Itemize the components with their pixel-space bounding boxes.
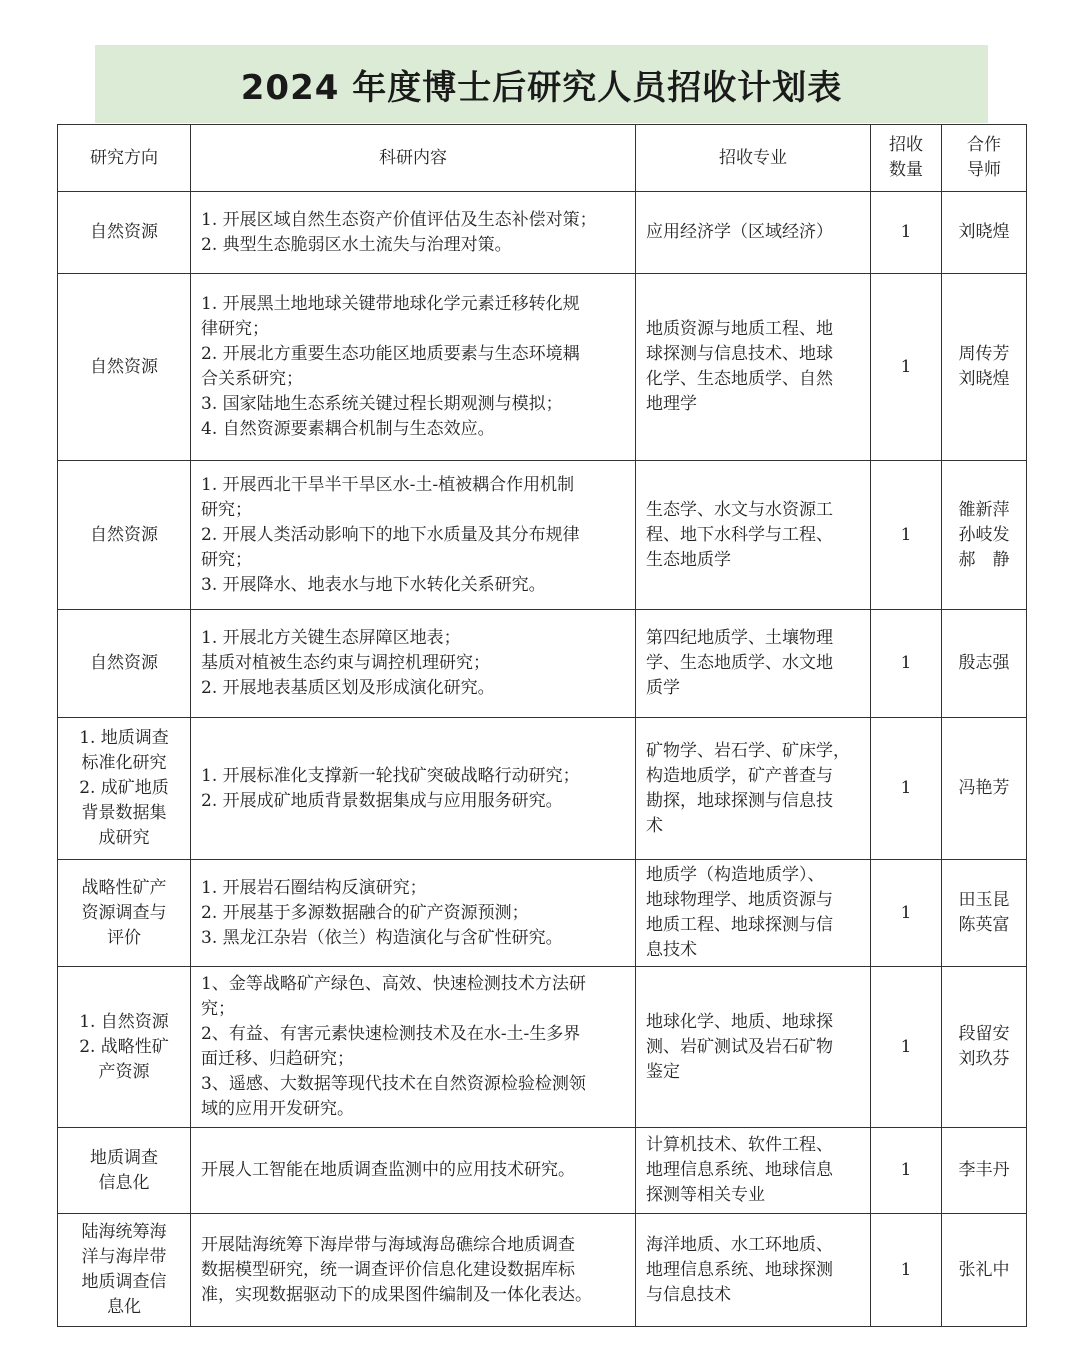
table-body	[58, 192, 1027, 1327]
direction-cell-line: 信息化	[98, 1172, 150, 1193]
quota-cell: 1	[871, 718, 942, 860]
direction-cell-line: 自然资源	[90, 356, 158, 377]
content-cell-line: 开展陆海统筹下海岸带与海域海岛礁综合地质调查	[201, 1234, 575, 1255]
major-cell-line: 质学	[646, 678, 680, 698]
content-cell-line: 1、金等战略矿产绿色、高效、快速检测技术方法研	[201, 974, 586, 994]
advisor-cell-line: 田玉昆	[958, 890, 1010, 910]
direction-cell-line: 陆海统筹海	[81, 1222, 167, 1242]
quota-cell: 1	[871, 192, 942, 274]
advisor-cell	[942, 860, 1027, 967]
advisor-cell-line: 段留安	[958, 1024, 1010, 1044]
table-row	[58, 967, 1027, 1128]
content-cell-line: 2. 典型生态脆弱区水土流失与治理对策。	[201, 234, 512, 255]
content-cell	[191, 192, 636, 274]
content-cell-line: 数据模型研究，统一调查评价信息化建设数据库标	[201, 1259, 575, 1280]
major-cell	[636, 860, 871, 967]
content-cell-line: 域的应用开发研究。	[201, 1099, 354, 1119]
content-cell-line: 面迁移、归趋研究；	[201, 1049, 354, 1069]
major-cell-line: 地理学	[646, 394, 697, 414]
advisor-cell-line: 张礼中	[958, 1259, 1010, 1280]
content-cell-line: 3. 国家陆地生态系统关键过程长期观测与模拟；	[201, 394, 563, 414]
header-content: 科研内容	[191, 125, 636, 192]
direction-cell-line: 标准化研究	[81, 753, 167, 773]
recruitment-plan-table	[57, 124, 1027, 1327]
advisor-cell	[942, 1214, 1027, 1327]
quota-cell: 1	[871, 860, 942, 967]
major-cell-line: 程、地下水科学与工程、	[646, 524, 833, 545]
advisor-cell	[942, 192, 1027, 274]
advisor-cell-line: 郝 静	[958, 549, 1010, 570]
direction-cell-line: 1. 地质调查	[79, 728, 169, 748]
quota-cell: 1	[871, 1214, 942, 1327]
major-cell-line: 术	[646, 815, 663, 836]
quota-cell: 1	[871, 274, 942, 461]
content-cell	[191, 967, 636, 1128]
header-quota-line: 招收	[889, 135, 923, 155]
advisor-cell-line: 刘晓煌	[958, 369, 1010, 389]
content-cell-line: 2. 开展人类活动影响下的地下水质量及其分布规律	[201, 524, 580, 545]
header-quota-line: 数量	[889, 160, 923, 180]
header-quota	[871, 125, 942, 192]
table-row	[58, 860, 1027, 967]
content-cell	[191, 1214, 636, 1327]
quota-cell: 1	[871, 1128, 942, 1214]
content-cell-line: 2. 开展基于多源数据融合的矿产资源预测；	[201, 902, 529, 923]
content-cell-line: 3、遥感、大数据等现代技术在自然资源检验检测领	[201, 1074, 586, 1094]
major-cell-line: 地理信息系统、地球信息	[646, 1160, 833, 1180]
content-cell-line: 准，实现数据驱动下的成果图件编制及一体化表达。	[201, 1284, 592, 1305]
major-cell-line: 地质工程、地球探测与信	[646, 915, 833, 935]
content-cell-line: 律研究；	[201, 319, 269, 339]
table-row	[58, 461, 1027, 610]
major-cell-line: 构造地质学，矿产普查与	[646, 765, 833, 786]
content-cell-line: 3. 黑龙江杂岩（依兰）构造演化与含矿性研究。	[201, 927, 563, 948]
direction-cell-line: 地质调查	[90, 1147, 158, 1168]
major-cell-line: 地球化学、地质、地球探	[646, 1011, 833, 1032]
major-cell-line: 与信息技术	[646, 1284, 731, 1305]
major-cell-line: 勘探，地球探测与信息技	[646, 790, 833, 811]
advisor-cell-line: 周传芳	[958, 344, 1010, 364]
table-row	[58, 274, 1027, 461]
major-cell-line: 探测等相关专业	[646, 1185, 765, 1205]
major-cell-line: 化学、生态地质学、自然	[646, 369, 833, 389]
direction-cell-line: 自然资源	[90, 222, 158, 242]
advisor-cell	[942, 718, 1027, 860]
major-cell-line: 地球物理学、地质资源与	[646, 890, 833, 910]
content-cell-line: 合关系研究；	[201, 369, 303, 389]
content-cell-line: 2. 开展地表基质区划及形成演化研究。	[201, 678, 495, 698]
advisor-cell	[942, 461, 1027, 610]
major-cell-line: 息技术	[646, 940, 697, 960]
header-advisor	[942, 125, 1027, 192]
content-cell-line: 1. 开展区域自然生态资产价值评估及生态补偿对策；	[201, 209, 597, 230]
major-cell-line: 生态地质学	[646, 549, 731, 570]
major-cell-line: 应用经济学（区域经济）	[646, 222, 833, 242]
content-cell-line: 2. 开展北方重要生态功能区地质要素与生态环境耦	[201, 344, 580, 364]
direction-cell-line: 自然资源	[90, 653, 158, 673]
major-cell	[636, 274, 871, 461]
content-cell-line: 研究；	[201, 499, 252, 520]
advisor-cell	[942, 967, 1027, 1128]
header-advisor-line: 导师	[967, 160, 1001, 180]
direction-cell-line: 自然资源	[90, 524, 158, 545]
direction-cell-line: 1. 自然资源	[79, 1011, 169, 1032]
table-row	[58, 610, 1027, 718]
content-cell	[191, 610, 636, 718]
major-cell-line: 地质学（构造地质学）、	[646, 865, 825, 885]
direction-cell-line: 成研究	[98, 828, 150, 848]
content-cell-line: 开展人工智能在地质调查监测中的应用技术研究。	[201, 1160, 575, 1180]
direction-cell	[58, 274, 191, 461]
quota-cell: 1	[871, 610, 942, 718]
major-cell-line: 鉴定	[646, 1061, 680, 1082]
direction-cell-line: 评价	[107, 927, 141, 948]
major-cell-line: 第四纪地质学、土壤物理	[646, 628, 833, 648]
quota-cell: 1	[871, 461, 942, 610]
advisor-cell-line: 刘晓煌	[958, 222, 1010, 242]
content-cell-line: 1. 开展标准化支撑新一轮找矿突破战略行动研究；	[201, 765, 580, 786]
page-title: 2024 年度博士后研究人员招收计划表	[240, 67, 843, 108]
content-cell-line: 4. 自然资源要素耦合机制与生态效应。	[201, 419, 495, 439]
advisor-cell-line: 殷志强	[958, 653, 1010, 673]
major-cell-line: 地理信息系统、地球探测	[646, 1259, 833, 1280]
advisor-cell	[942, 1128, 1027, 1214]
table-row	[58, 718, 1027, 860]
major-cell	[636, 967, 871, 1128]
major-cell-line: 测、岩矿测试及岩石矿物	[646, 1036, 833, 1057]
advisor-cell-line: 雒新萍	[958, 499, 1010, 520]
content-cell-line: 2. 开展成矿地质背景数据集成与应用服务研究。	[201, 790, 563, 811]
direction-cell	[58, 718, 191, 860]
major-cell-line: 球探测与信息技术、地球	[646, 344, 833, 364]
direction-cell-line: 产资源	[98, 1061, 150, 1082]
advisor-cell	[942, 274, 1027, 461]
major-cell-line: 生态学、水文与水资源工	[646, 499, 833, 520]
major-cell	[636, 461, 871, 610]
major-cell	[636, 192, 871, 274]
content-cell	[191, 461, 636, 610]
table-header-row	[58, 125, 1027, 192]
table-row	[58, 1214, 1027, 1327]
direction-cell-line: 背景数据集	[81, 803, 167, 823]
header-advisor-line: 合作	[967, 135, 1001, 155]
direction-cell	[58, 461, 191, 610]
advisor-cell-line: 陈英富	[958, 915, 1010, 935]
content-cell-line: 2、有益、有害元素快速检测技术及在水-土-生多界	[201, 1024, 581, 1044]
major-cell-line: 海洋地质、水工环地质、	[646, 1234, 833, 1255]
major-cell-line: 矿物学、岩石学、矿床学，	[646, 740, 850, 761]
content-cell-line: 究；	[201, 999, 235, 1019]
direction-cell-line: 2. 战略性矿	[79, 1036, 169, 1057]
content-cell-line: 1. 开展岩石圈结构反演研究；	[201, 877, 427, 898]
direction-cell-line: 洋与海岸带	[81, 1247, 167, 1267]
direction-cell-line: 资源调查与	[81, 902, 167, 923]
title-banner	[95, 45, 988, 123]
quota-cell: 1	[871, 967, 942, 1128]
direction-cell	[58, 610, 191, 718]
content-cell-line: 1. 开展北方关键生态屏障区地表；	[201, 628, 461, 648]
content-cell-line: 基质对植被生态约束与调控机理研究；	[201, 653, 490, 673]
header-direction: 研究方向	[58, 125, 191, 192]
major-cell	[636, 610, 871, 718]
content-cell	[191, 274, 636, 461]
content-cell	[191, 860, 636, 967]
advisor-cell	[942, 610, 1027, 718]
major-cell-line: 计算机技术、软件工程、	[646, 1135, 833, 1155]
direction-cell	[58, 192, 191, 274]
direction-cell-line: 地质调查信	[81, 1272, 167, 1292]
major-cell-line: 学、生态地质学、水文地	[646, 653, 833, 673]
content-cell-line: 1. 开展黑土地地球关键带地球化学元素迁移转化规	[201, 294, 580, 314]
header-major: 招收专业	[636, 125, 871, 192]
advisor-cell-line: 刘玖芬	[958, 1049, 1010, 1069]
direction-cell	[58, 1214, 191, 1327]
major-cell	[636, 1214, 871, 1327]
direction-cell	[58, 860, 191, 967]
advisor-cell-line: 冯艳芳	[958, 778, 1010, 798]
content-cell-line: 1. 开展西北干旱半干旱区水-土-植被耦合作用机制	[201, 474, 575, 495]
major-cell	[636, 1128, 871, 1214]
table-row	[58, 192, 1027, 274]
direction-cell	[58, 967, 191, 1128]
content-cell	[191, 1128, 636, 1214]
content-cell	[191, 718, 636, 860]
major-cell-line: 地质资源与地质工程、地	[646, 319, 833, 339]
advisor-cell-line: 李丰丹	[958, 1160, 1010, 1180]
direction-cell-line: 战略性矿产	[81, 877, 167, 898]
major-cell	[636, 718, 871, 860]
table-row	[58, 1128, 1027, 1214]
advisor-cell-line: 孙岐发	[958, 524, 1010, 545]
content-cell-line: 3. 开展降水、地表水与地下水转化关系研究。	[201, 574, 546, 595]
direction-cell-line: 息化	[107, 1297, 141, 1317]
direction-cell	[58, 1128, 191, 1214]
content-cell-line: 研究；	[201, 549, 252, 570]
direction-cell-line: 2. 成矿地质	[79, 778, 169, 798]
